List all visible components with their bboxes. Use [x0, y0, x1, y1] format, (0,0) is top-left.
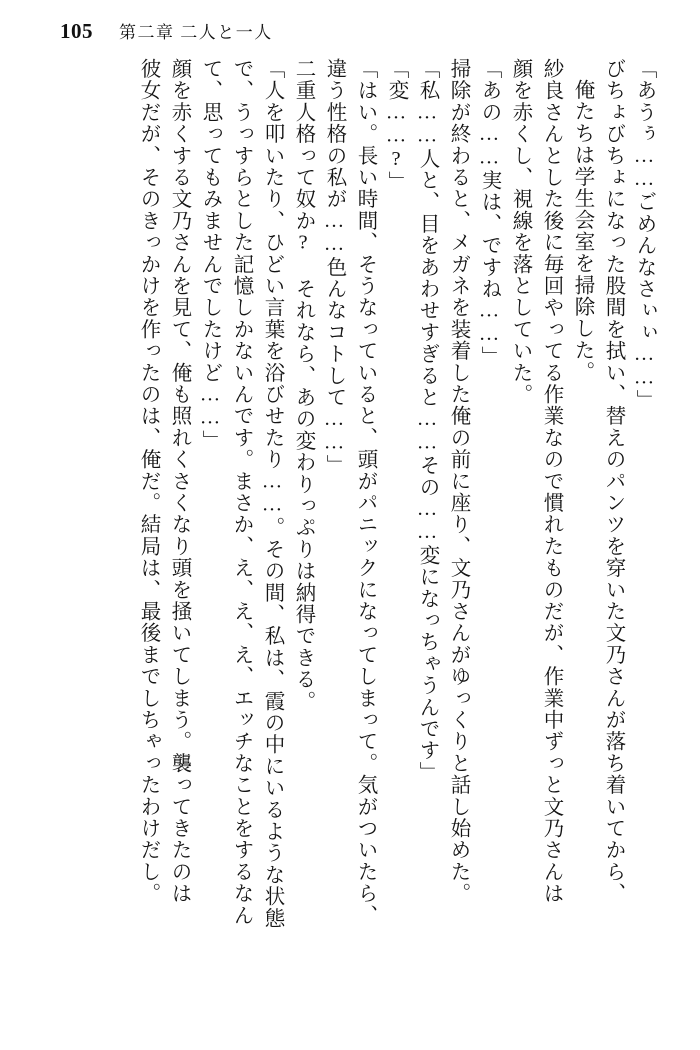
text-column: 「変……?」: [385, 58, 407, 193]
text-column: で、うっすらとした記憶しかないんです。まさか、え、え、え、エッチなことをするなん: [230, 58, 252, 926]
text-column: 「はい。長い時間、そうなっていると、頭がパニックになってしまって。気がついたら、: [354, 58, 376, 926]
text-column: 「人を叩いたり、ひどい言葉を浴びせたり……。その間、私は、霞の中にいるような状態: [261, 58, 283, 929]
text-column: 「あの……実は、ですね……」: [478, 58, 500, 368]
text-column: 「私……人と、目をあわせすぎると……その……変になっちゃうんです」: [416, 58, 438, 784]
text-column: 違う性格の私が……色んなコトして……」: [323, 58, 345, 477]
text-column: 彼女だが、そのきっかけを作ったのは、俺だ。結局は、最後までしちゃったわけだし。: [137, 58, 159, 905]
page-header: [60, 18, 640, 52]
text-column: びちょびちょになった股間を拭い、替えのパンツを穿いた文乃さんが落ち着いてから、: [602, 58, 624, 905]
page-number: 105: [60, 19, 93, 43]
vertical-text-body: [52, 58, 654, 1028]
text-column: 掃除が終わると、メガネを装着した俺の前に座り、文乃さんがゆっくりと話し始めた。: [447, 58, 469, 905]
text-column: 二重人格って奴か? それなら、あの変わりっぷりは納得できる。: [292, 58, 314, 712]
text-column: 顔を赤くし、視線を落としていた。: [509, 58, 531, 406]
text-column: 紗良さんとした後に毎回やってる作業なので慣れたものだが、作業中ずっと文乃さんは: [540, 58, 562, 905]
chapter-title: 第二章 二人と一人: [119, 23, 273, 42]
text-column: 「あうぅ……ごめんなさぃぃ……」: [633, 58, 655, 412]
text-column: 顔を赤くする文乃さんを見て、俺も照れくさくなり頭を掻いてしまう。襲ってきたのは: [168, 58, 190, 905]
text-column: て、思ってもみませんでしたけど……」: [199, 58, 221, 452]
text-column: 俺たちは学生会室を掃除した。: [571, 79, 593, 383]
